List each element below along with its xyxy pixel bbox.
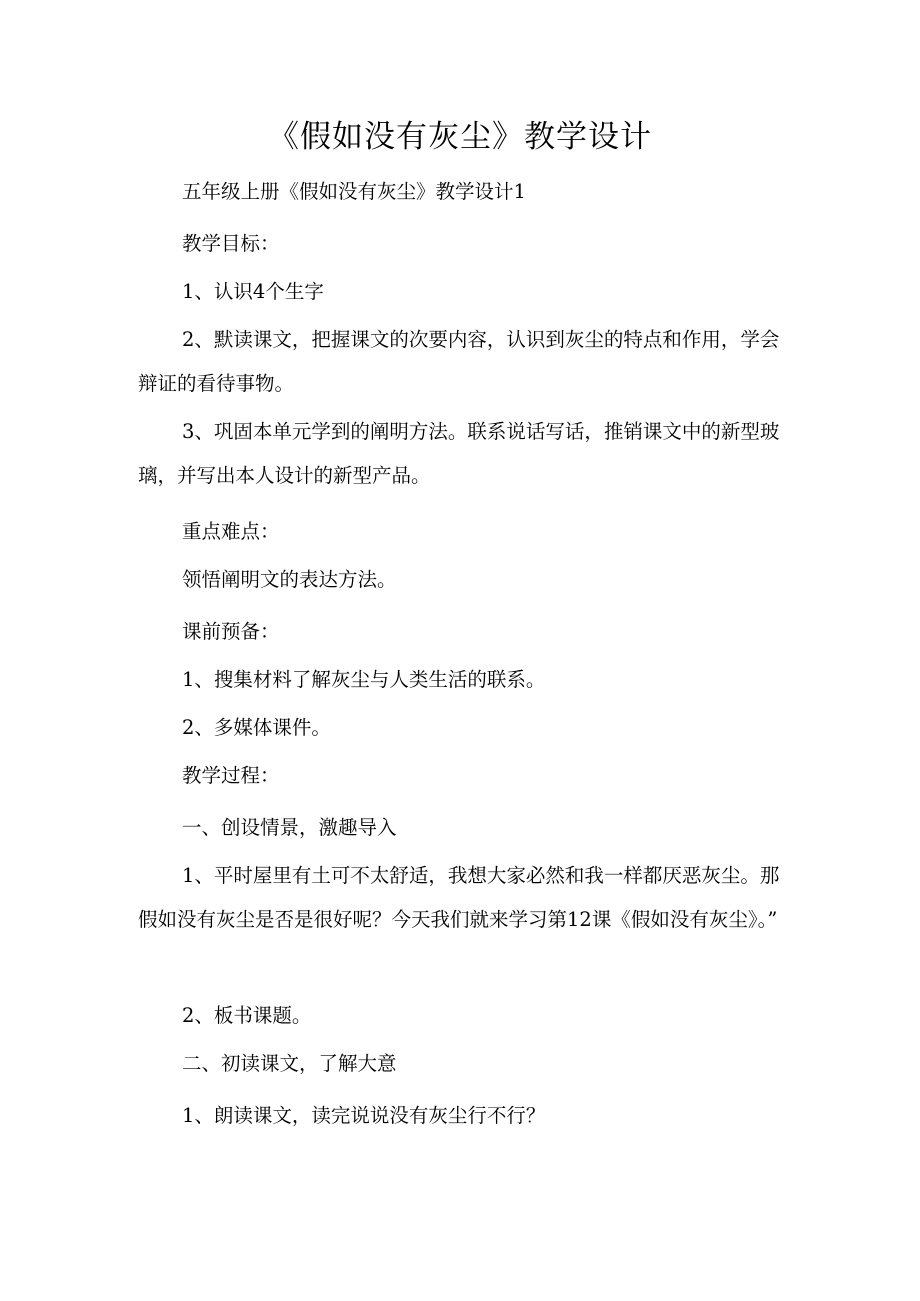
paragraph-goal-3: 3、巩固本单元学到的阐明方法。联系说话写话，推销课文中的新型玻璃，并写出本人设计的新型产品。 [138,420,780,487]
paragraph-keypoints-heading: 重点难点： [182,520,280,543]
paragraph-goals-heading: 教学目标： [182,232,280,255]
paragraph-step-1-2: 2、板书课题。 [182,1004,312,1027]
paragraph-step-1-1: 1、平时屋里有土可不太舒适，我想大家必然和我一样都厌恶灰尘。那假如没有灰尘是否是很好呢？今天我们就来学习第12课《假如没有灰尘》。” [138,864,780,931]
paragraph-step-1-heading: 一、创设情景，激趣导入 [182,816,397,839]
paragraph-process-heading: 教学过程： [182,764,280,787]
paragraph-prep-heading: 课前预备： [182,620,280,643]
paragraph-prep-2: 2、多媒体课件。 [182,716,331,739]
paragraph-prep-1: 1、搜集材料了解灰尘与人类生活的联系。 [182,668,546,691]
paragraph-step-2-1: 1、朗读课文，读完说说没有灰尘行不行？ [182,1104,546,1127]
document-title: 《假如没有灰尘》教学设计 [268,119,652,155]
paragraph-goal-2: 2、默读课文，把握课文的次要内容，认识到灰尘的特点和作用，学会辩证的看待事物。 [138,328,780,395]
paragraph-subtitle: 五年级上册《假如没有灰尘》教学设计1 [182,180,526,203]
paragraph-goal-1: 1、认识4个生字 [182,280,324,303]
paragraph-step-2-heading: 二、初读课文，了解大意 [182,1052,397,1075]
paragraph-keypoints: 领悟阐明文的表达方法。 [182,568,397,591]
